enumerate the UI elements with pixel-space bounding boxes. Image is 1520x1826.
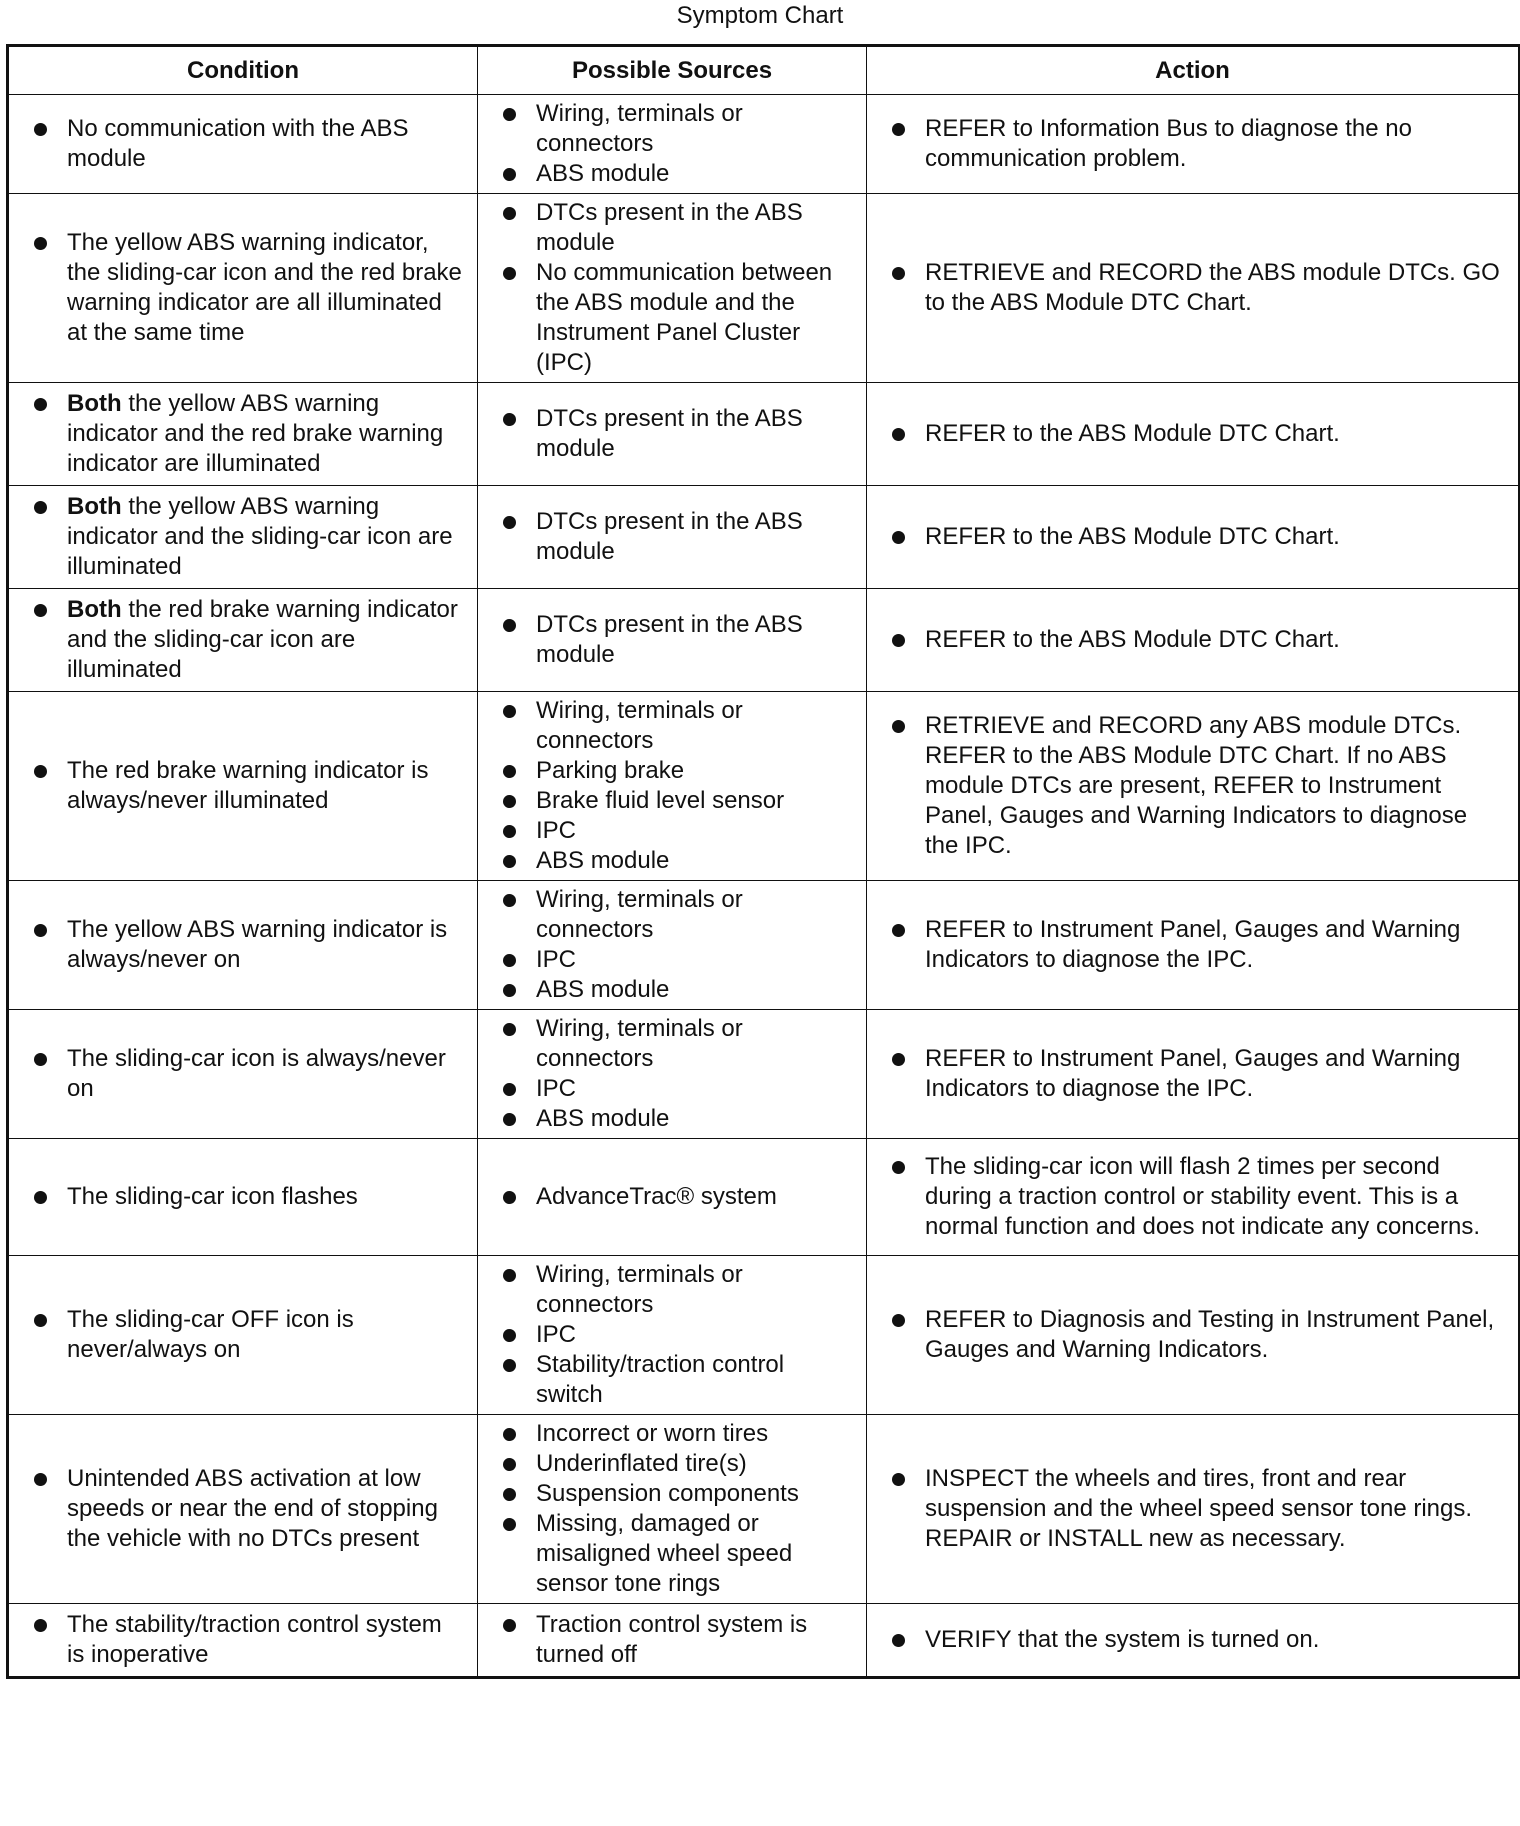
sources-cell	[478, 589, 867, 692]
table-row	[8, 692, 1520, 881]
action-cell	[867, 1256, 1520, 1415]
action-item: The sliding-car icon will flash 2 times per second during a traction control or stability event. This is a normal function and does not indicate any concerns.	[889, 1152, 1506, 1242]
source-item: Suspension components	[500, 1479, 854, 1509]
condition-text: The yellow ABS warning indicator, the sliding-car icon and the red brake warning indicator are all illuminated at the same time	[67, 229, 462, 346]
condition-item	[31, 595, 465, 685]
source-item: Incorrect or worn tires	[500, 1419, 854, 1449]
table-row	[8, 486, 1520, 589]
condition-text: the yellow ABS warning indicator and the red brake warning indicator are illuminated	[67, 390, 444, 477]
action-item: RETRIEVE and RECORD any ABS module DTCs. REFER to the ABS Module DTC Chart. If no ABS module DTCs are present, REFER to Instrument Panel, Gauges and Warning Indicators to diagnose the IPC.	[889, 711, 1506, 861]
condition-item	[31, 1044, 465, 1104]
condition-item	[31, 389, 465, 479]
action-cell	[867, 383, 1520, 486]
source-item: IPC	[500, 1320, 854, 1350]
condition-text: the yellow ABS warning indicator and the sliding-car icon are illuminated	[67, 493, 453, 580]
condition-text: The sliding-car OFF icon is never/always on	[67, 1306, 354, 1363]
table-row	[8, 383, 1520, 486]
condition-text: The stability/traction control system is inoperative	[67, 1611, 442, 1668]
action-item: VERIFY that the system is turned on.	[889, 1625, 1506, 1655]
sources-cell	[478, 1415, 867, 1604]
action-cell	[867, 1604, 1520, 1678]
condition-item	[31, 756, 465, 816]
source-item: DTCs present in the ABS module	[500, 404, 854, 464]
action-item: REFER to the ABS Module DTC Chart.	[889, 419, 1506, 449]
condition-cell	[8, 1139, 478, 1256]
condition-item	[31, 492, 465, 582]
table-row	[8, 95, 1520, 194]
condition-cell	[8, 1256, 478, 1415]
source-item: Wiring, terminals or connectors	[500, 1014, 854, 1074]
condition-text: The sliding-car icon flashes	[67, 1183, 358, 1210]
action-cell	[867, 95, 1520, 194]
sources-cell	[478, 486, 867, 589]
sources-cell	[478, 383, 867, 486]
condition-cell	[8, 692, 478, 881]
condition-cell	[8, 1604, 478, 1678]
condition-cell	[8, 589, 478, 692]
condition-text: No communication with the ABS module	[67, 115, 409, 172]
action-cell	[867, 1139, 1520, 1256]
source-item: Traction control system is turned off	[500, 1610, 854, 1670]
action-cell	[867, 194, 1520, 383]
symptom-chart-table	[6, 44, 1520, 1679]
action-item: REFER to Information Bus to diagnose the no communication problem.	[889, 114, 1506, 174]
condition-text: The sliding-car icon is always/never on	[67, 1045, 446, 1102]
source-item: Missing, damaged or misaligned wheel speed sensor tone rings	[500, 1509, 854, 1599]
action-item: REFER to Diagnosis and Testing in Instrument Panel, Gauges and Warning Indicators.	[889, 1305, 1506, 1365]
source-item: Wiring, terminals or connectors	[500, 1260, 854, 1320]
condition-cell	[8, 881, 478, 1010]
sources-cell	[478, 881, 867, 1010]
condition-item	[31, 1610, 465, 1670]
header-action: Action	[867, 46, 1520, 95]
table-row	[8, 1010, 1520, 1139]
condition-emphasis: Both	[67, 493, 122, 520]
source-item: Parking brake	[500, 756, 854, 786]
sources-cell	[478, 194, 867, 383]
condition-emphasis: Both	[67, 596, 122, 623]
action-cell	[867, 1415, 1520, 1604]
condition-item	[31, 1305, 465, 1365]
source-item: Stability/traction control switch	[500, 1350, 854, 1410]
sources-cell	[478, 1256, 867, 1415]
table-row	[8, 589, 1520, 692]
action-cell	[867, 486, 1520, 589]
condition-cell	[8, 194, 478, 383]
table-body	[8, 95, 1520, 1678]
condition-cell	[8, 486, 478, 589]
table-row	[8, 1256, 1520, 1415]
sources-cell	[478, 1139, 867, 1256]
source-item: Wiring, terminals or connectors	[500, 885, 854, 945]
action-cell	[867, 692, 1520, 881]
source-item: ABS module	[500, 1104, 854, 1134]
action-item: REFER to Instrument Panel, Gauges and Warning Indicators to diagnose the IPC.	[889, 915, 1506, 975]
condition-cell	[8, 95, 478, 194]
table-row	[8, 1604, 1520, 1678]
source-item: Underinflated tire(s)	[500, 1449, 854, 1479]
table-row	[8, 881, 1520, 1010]
source-item: DTCs present in the ABS module	[500, 610, 854, 670]
condition-cell	[8, 1415, 478, 1604]
source-item: IPC	[500, 1074, 854, 1104]
condition-text: the red brake warning indicator and the sliding-car icon are illuminated	[67, 596, 458, 683]
condition-item	[31, 228, 465, 348]
action-cell	[867, 589, 1520, 692]
action-item: REFER to the ABS Module DTC Chart.	[889, 522, 1506, 552]
action-cell	[867, 881, 1520, 1010]
action-item: REFER to the ABS Module DTC Chart.	[889, 625, 1506, 655]
header-row	[8, 46, 1520, 95]
table-row	[8, 194, 1520, 383]
chart-caption: Symptom Chart	[676, 2, 844, 29]
source-item: DTCs present in the ABS module	[500, 198, 854, 258]
condition-text: Unintended ABS activation at low speeds or near the end of stopping the vehicle with no DTCs present	[67, 1465, 438, 1552]
action-item: INSPECT the wheels and tires, front and rear suspension and the wheel speed sensor tone rings. REPAIR or INSTALL new as necessary.	[889, 1464, 1506, 1554]
source-item: Wiring, terminals or connectors	[500, 99, 854, 159]
action-cell	[867, 1010, 1520, 1139]
table-row	[8, 1415, 1520, 1604]
source-item: Brake fluid level sensor	[500, 786, 854, 816]
source-item: ABS module	[500, 846, 854, 876]
condition-item	[31, 915, 465, 975]
condition-item	[31, 1182, 465, 1212]
source-item: IPC	[500, 945, 854, 975]
source-item: ABS module	[500, 159, 854, 189]
condition-cell	[8, 1010, 478, 1139]
source-item: DTCs present in the ABS module	[500, 507, 854, 567]
source-item: ABS module	[500, 975, 854, 1005]
action-item: REFER to Instrument Panel, Gauges and Warning Indicators to diagnose the IPC.	[889, 1044, 1506, 1104]
condition-text: The yellow ABS warning indicator is always/never on	[67, 916, 448, 973]
table-row	[8, 1139, 1520, 1256]
source-item: Wiring, terminals or connectors	[500, 696, 854, 756]
condition-emphasis: Both	[67, 390, 122, 417]
condition-item	[31, 1464, 465, 1554]
header-condition: Condition	[8, 46, 478, 95]
sources-cell	[478, 692, 867, 881]
source-item: AdvanceTrac® system	[500, 1182, 854, 1212]
sources-cell	[478, 95, 867, 194]
condition-text: The red brake warning indicator is always/never illuminated	[67, 757, 429, 814]
header-possible-sources: Possible Sources	[478, 46, 867, 95]
condition-item	[31, 114, 465, 174]
source-item: No communication between the ABS module and the Instrument Panel Cluster (IPC)	[500, 258, 854, 378]
condition-cell	[8, 383, 478, 486]
source-item: IPC	[500, 816, 854, 846]
sources-cell	[478, 1604, 867, 1678]
sources-cell	[478, 1010, 867, 1139]
action-item: RETRIEVE and RECORD the ABS module DTCs. GO to the ABS Module DTC Chart.	[889, 258, 1506, 318]
